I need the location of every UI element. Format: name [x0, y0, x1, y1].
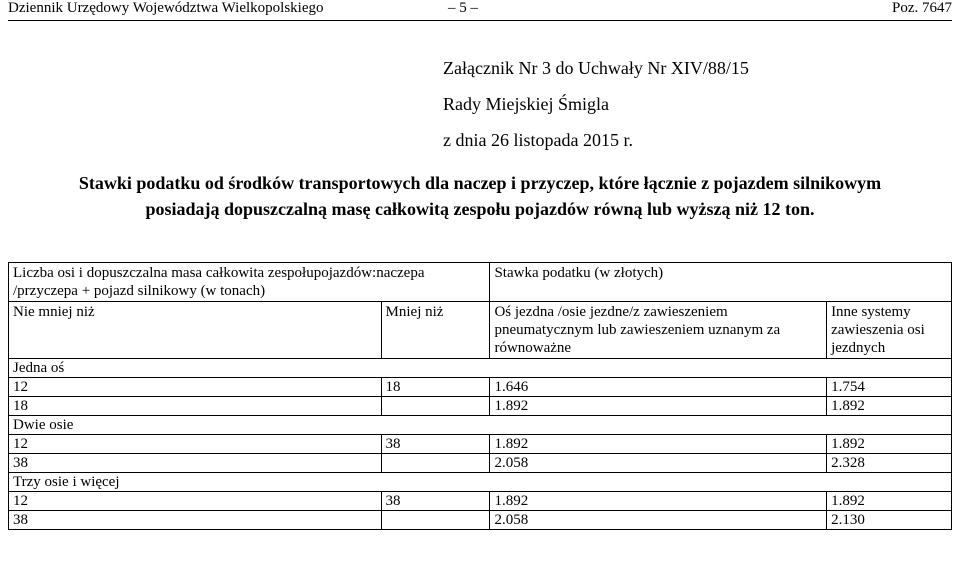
axle-mass-header: Liczba osi i dopuszczalna masa całkowita zespołupojazdów:naczepa /przyczepa + pojazd silnikowy (w tonach): [9, 263, 490, 302]
pneumatic-rate-cell: 1.892: [490, 397, 827, 416]
page-number: – 5 –: [448, 0, 478, 16]
annex-block: [443, 50, 749, 158]
axle-group-row: [9, 359, 952, 378]
axle-group-label: Dwie osie: [9, 416, 952, 435]
max-mass-cell: [381, 511, 490, 530]
axle-group-row: [9, 416, 952, 435]
other-rate-cell: 1.892: [827, 492, 952, 511]
pneumatic-rate-cell: 1.892: [490, 435, 827, 454]
annex-line-3: z dnia 26 listopada 2015 r.: [443, 130, 633, 150]
table-row: [9, 511, 952, 530]
min-mass-cell: 38: [9, 511, 382, 530]
annex-line-2: Rady Miejskiej Śmigla: [443, 94, 609, 114]
min-mass-cell: 18: [9, 397, 382, 416]
other-suspension-header: Inne systemy zawieszenia osi jezdnych: [827, 302, 952, 359]
min-mass-cell: 38: [9, 454, 382, 473]
table-row: [9, 492, 952, 511]
max-mass-cell: [381, 454, 490, 473]
title-line-2: posiadają dopuszczalną masę całkowitą zespołu pojazdów równą lub wyższą niż 12 ton.: [145, 199, 815, 219]
other-rate-cell: 2.130: [827, 511, 952, 530]
table-row: [9, 435, 952, 454]
table-header-row-2: [9, 302, 952, 359]
other-rate-cell: 2.328: [827, 454, 952, 473]
tax-rate-table: [8, 262, 952, 530]
document-title: [0, 170, 960, 222]
axle-group-label: Trzy osie i więcej: [9, 473, 952, 492]
max-mass-cell: 38: [381, 492, 490, 511]
table-row: [9, 454, 952, 473]
min-mass-cell: 12: [9, 435, 382, 454]
axle-group-label: Jedna oś: [9, 359, 952, 378]
max-mass-cell: 18: [381, 378, 490, 397]
max-mass-cell: 38: [381, 435, 490, 454]
table-header-row-1: [9, 263, 952, 302]
page-header: [8, 0, 952, 21]
min-mass-header: Nie mniej niż: [9, 302, 382, 359]
min-mass-cell: 12: [9, 492, 382, 511]
min-mass-cell: 12: [9, 378, 382, 397]
pneumatic-rate-cell: 2.058: [490, 511, 827, 530]
other-rate-cell: 1.754: [827, 378, 952, 397]
other-rate-cell: 1.892: [827, 397, 952, 416]
tax-rate-header: Stawka podatku (w złotych): [490, 263, 952, 302]
axle-group-row: [9, 473, 952, 492]
pneumatic-rate-cell: 1.646: [490, 378, 827, 397]
pneumatic-suspension-header: Oś jezdna /osie jezdne/z zawieszeniem pneumatycznym lub zawieszeniem uznanym za równoważne: [490, 302, 827, 359]
table-row: [9, 378, 952, 397]
annex-line-1: Załącznik Nr 3 do Uchwały Nr XIV/88/15: [443, 58, 749, 78]
title-line-1: Stawki podatku od środków transportowych dla naczep i przyczep, które łącznie z pojazdem silnikowym: [78, 173, 882, 193]
journal-name: Dziennik Urzędowy Województwa Wielkopolskiego: [8, 0, 324, 16]
table-row: [9, 397, 952, 416]
other-rate-cell: 1.892: [827, 435, 952, 454]
position-number: Poz. 7647: [892, 0, 952, 16]
max-mass-cell: [381, 397, 490, 416]
max-mass-header: Mniej niż: [381, 302, 490, 359]
pneumatic-rate-cell: 2.058: [490, 454, 827, 473]
pneumatic-rate-cell: 1.892: [490, 492, 827, 511]
